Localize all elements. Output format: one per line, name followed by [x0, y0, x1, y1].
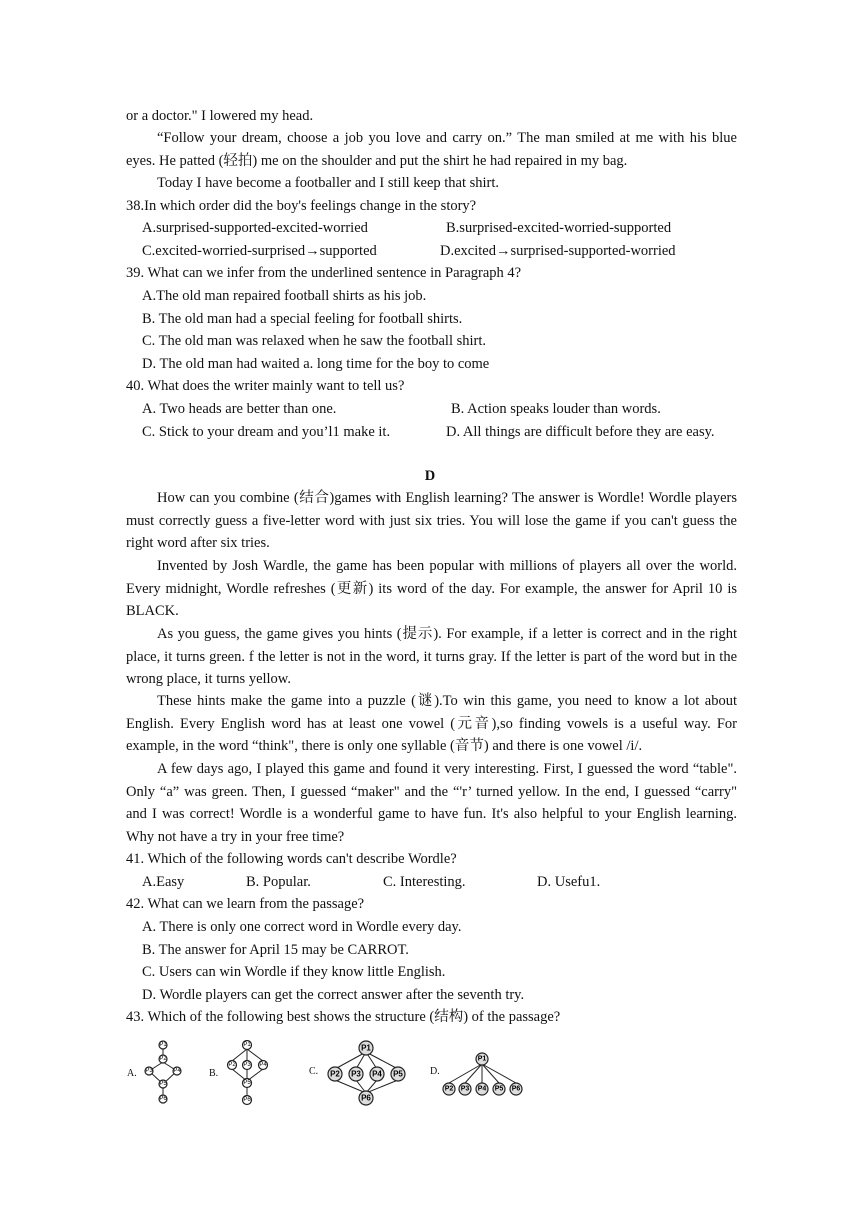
structure-diagram-b	[222, 1040, 274, 1106]
passage-line: or a doctor." I lowered my head.	[126, 108, 314, 124]
option-c: C. Stick to your dream and you’l1 make it.	[142, 424, 391, 440]
svg-text:P2: P2	[228, 1062, 236, 1068]
option-a: A. Two heads are better than one.	[142, 401, 337, 417]
svg-text:P6: P6	[159, 1096, 167, 1102]
option-a: A.The old man repaired football shirts as his job.	[142, 288, 427, 304]
structure-diagram-a	[140, 1040, 186, 1106]
question-stem: 42. What can we learn from the passage?	[126, 896, 365, 912]
option-d: D. Usefu1.	[537, 874, 601, 890]
option-d-label: D.	[430, 1066, 440, 1077]
svg-text:P3: P3	[145, 1068, 153, 1074]
passage-paragraph: How can you combine (结合)games with English learning? The answer is Wordle! Wordle players must correctly guess a five-letter word with just six tries. You will lose the game if you can't guess the right word after six tries.	[126, 490, 737, 551]
option-d: D. All things are difficult before they are easy.	[446, 424, 715, 440]
question-stem: 39. What can we infer from the underlined sentence in Paragraph 4?	[126, 265, 522, 281]
passage-paragraph: These hints make the game into a puzzle (谜).To win this game, you need to know a lot about English. Every English word has at least one vowel (元音),so finding vowels is a useful way. For example, in the word “think", there is only one syllable (音节) and there is one vowel /i/.	[126, 693, 737, 754]
question-stem: 43. Which of the following best shows the structure (结构) of the passage?	[126, 1009, 561, 1025]
option-b: B. Action speaks louder than words.	[451, 401, 661, 417]
option-c: C.excited-worried-surprised→supported	[142, 243, 377, 259]
passage-paragraph: “Follow your dream, choose a job you love and carry on.” The man smiled at me with his blue eyes. He patted (轻拍) me on the shoulder and put the shirt he had repaired in my bag.	[126, 130, 737, 169]
option-a: A.surprised-supported-excited-worried	[142, 220, 368, 236]
svg-text:P4: P4	[173, 1068, 181, 1074]
svg-text:P5: P5	[159, 1081, 167, 1087]
option-a: A.Easy	[142, 874, 185, 890]
svg-text:P1: P1	[243, 1042, 251, 1048]
svg-text:P6: P6	[243, 1097, 251, 1103]
option-b: B. The answer for April 15 may be CARROT.	[142, 942, 409, 958]
question-stem: 41. Which of the following words can't describe Wordle?	[126, 851, 457, 867]
svg-text:P4: P4	[259, 1062, 267, 1068]
svg-text:P2: P2	[159, 1056, 167, 1062]
svg-text:P1: P1	[361, 1043, 371, 1053]
passage-line: Today I have become a footballer and I still keep that shirt.	[157, 175, 500, 191]
option-b: B. Popular.	[246, 874, 311, 890]
svg-text:P2: P2	[444, 1085, 454, 1093]
structure-diagram-d	[440, 1050, 526, 1100]
option-c: C. Users can win Wordle if they know little English.	[142, 964, 446, 980]
question-stem: 40. What does the writer mainly want to tell us?	[126, 378, 405, 394]
svg-text:P3: P3	[351, 1069, 361, 1079]
svg-text:P3: P3	[243, 1062, 251, 1068]
svg-text:P4: P4	[477, 1085, 487, 1093]
svg-text:P5: P5	[243, 1080, 251, 1086]
option-c: C. The old man was relaxed when he saw the football shirt.	[142, 333, 487, 349]
svg-text:P3: P3	[460, 1085, 470, 1093]
structure-diagram-c	[322, 1040, 412, 1106]
passage-paragraph: A few days ago, I played this game and found it very interesting. First, I guessed the word “table". Only “a” was green. Then, I guessed “maker" and the “'r’ turned yellow. In the end, I guessed “carry" and I was correct! Wordle is a wonderful game to have fun. It's also helpful to your English learning. Why not have a try in your free time?	[126, 761, 737, 845]
svg-text:P1: P1	[477, 1055, 487, 1063]
question-stem: 38.In which order did the boy's feelings change in the story?	[126, 198, 477, 214]
option-d: D.excited→surprised-supported-worried	[440, 243, 676, 259]
option-b: B.surprised-excited-worried-supported	[446, 220, 672, 236]
passage-paragraph: As you guess, the game gives you hints (提示). For example, if a letter is correct and in the right place, it turns green. f the letter is not in the word, it turns gray. If the letter is part of the word but in the wrong place, it turns yellow.	[126, 626, 737, 687]
option-a: A. There is only one correct word in Wordle every day.	[142, 919, 462, 935]
option-c: C. Interesting.	[383, 874, 466, 890]
option-d: D. Wordle players can get the correct answer after the seventh try.	[142, 987, 525, 1003]
svg-text:P4: P4	[372, 1069, 382, 1079]
option-c-label: C.	[309, 1066, 319, 1077]
svg-text:P6: P6	[361, 1093, 371, 1103]
option-d: D. The old man had waited a. long time for the boy to come	[142, 356, 490, 372]
option-b-label: B.	[209, 1068, 219, 1079]
option-a-label: A.	[127, 1068, 137, 1079]
svg-text:P2: P2	[330, 1069, 340, 1079]
svg-text:P1: P1	[159, 1042, 167, 1048]
svg-text:P6: P6	[511, 1085, 521, 1093]
section-heading: D	[424, 468, 436, 484]
option-b: B. The old man had a special feeling for football shirts.	[142, 311, 463, 327]
svg-text:P5: P5	[494, 1085, 504, 1093]
svg-text:P5: P5	[393, 1069, 403, 1079]
passage-paragraph: Invented by Josh Wardle, the game has been popular with millions of players all over the world. Every midnight, Wordle refreshes (更新) its word of the day. For example, the answer for April 10 is BLACK.	[126, 558, 737, 619]
